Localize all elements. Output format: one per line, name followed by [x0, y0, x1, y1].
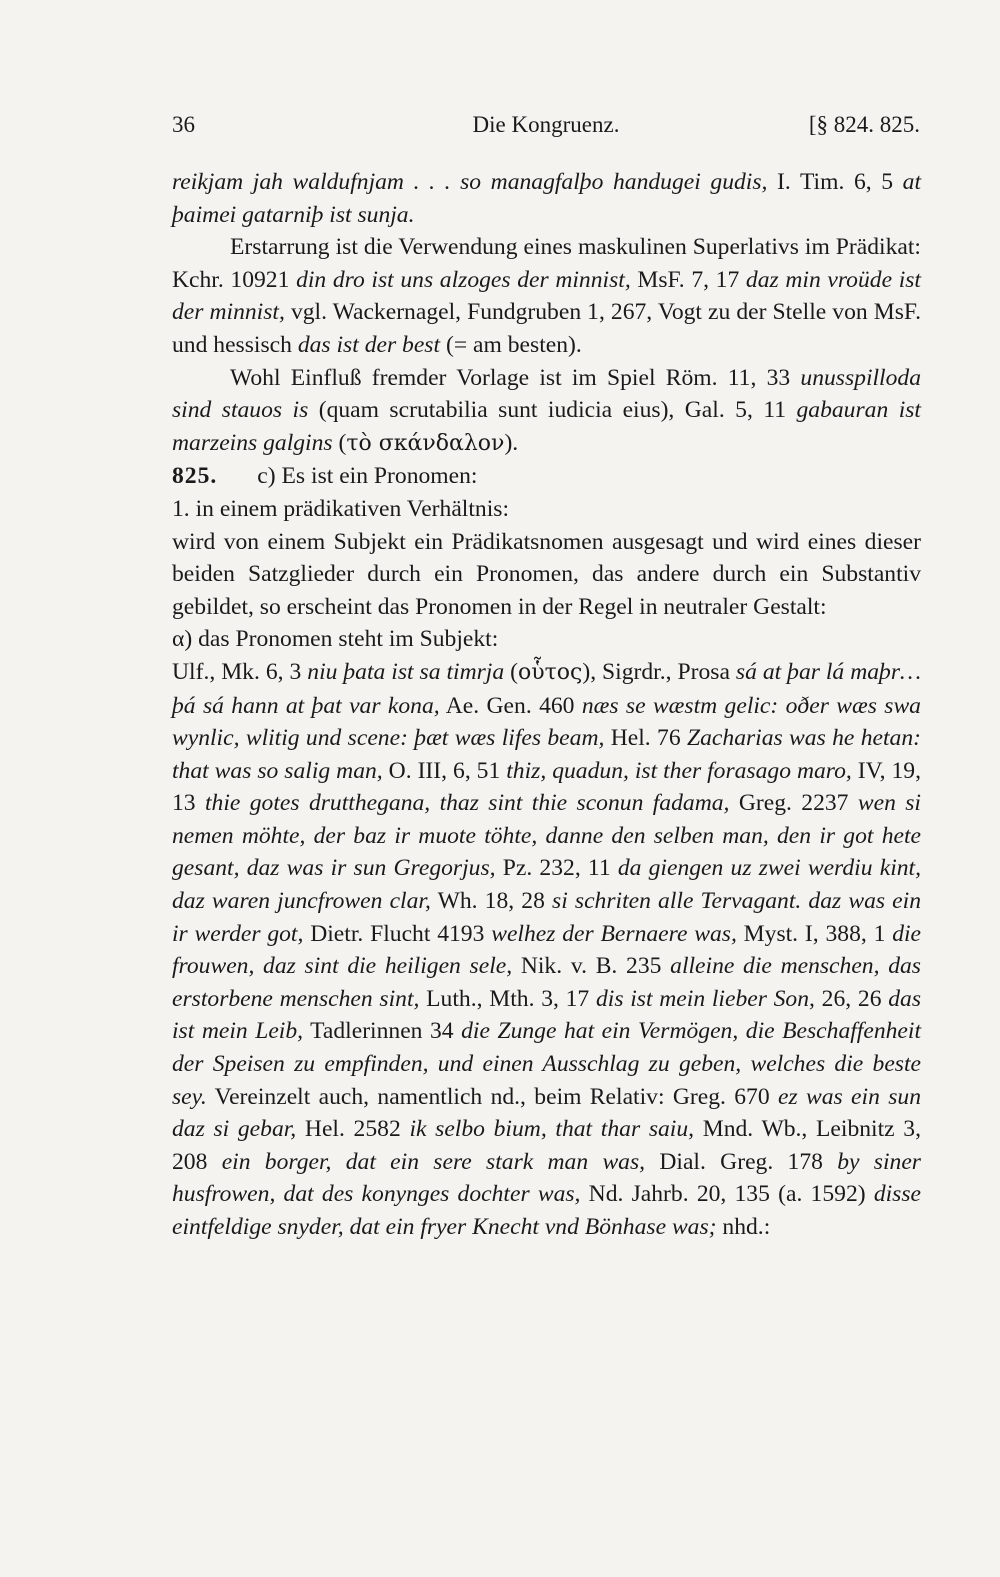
running-title: Die Kongruenz. [472, 112, 620, 137]
paragraph-4: wird von einem Subjekt ein Prädikatsnomen ausgesagt und wird eines dieser beiden Satzglieder durch ein Pronomen, das andere durch ein Substantiv gebildet, so erscheint das Pronomen in der Regel in neutraler Gestalt: [172, 528, 921, 620]
section-825-heading [172, 460, 921, 493]
paragraph-1: reikjam jah waldufnjam . . . so managfalþo handugei gudis, I. Tim. 6, 5 at þaimei gatarniþ ist sunja. [172, 169, 921, 228]
alpha-heading: α) das Pronomen steht im Subjekt: [172, 626, 499, 653]
paragraph-3: Wohl Einfluß fremder Vorlage ist im Spiel Röm. 11, 33 unusspilloda sind stauos is (quam scrutabilia sunt iudicia eius), Gal. 5, 11 gabauran ist marzeins galgins (τὸ σκάνδαλον). [172, 364, 921, 456]
paragraph-5: Ulf., Mk. 6, 3 niu þata ist sa timrja (οὗτος), Sigrdr., Prosa sá at þar lá maþr…þá sá hann at þat var kona, Ae. Gen. 460 næs se wæstm gelic: oðer wæs swa wynlic, wlitig und scene: þæt wæs lifes beam, Hel. 76 Zacharias was he hetan: that was so salig man, O. III, 6, 51 thiz, quadun, ist ther forasago maro, IV, 19, 13 thie gotes drutthegana, thaz sint thie sconun fadama, Greg. 2237 wen si nemen möhte, der baz ir muote töhte, danne den selben man, den ir got hete gesant, daz was ir sun Gregorjus, Pz. 232, 11 da giengen uz zwei werdiu kint, daz waren juncfrowen clar, Wh. 18, 28 si schriten alle Tervagant. daz was ein ir werder got, Dietr. Flucht 4193 welhez der Bernaere was, Myst. I, 388, 1 die frouwen, daz sint die heiligen sele, Nik. v. B. 235 alleine die menschen, das erstorbene menschen sint, Luth., Mth. 3, 17 dis ist mein lieber Son, 26, 26 das ist mein Leib, Tadlerinnen 34 die Zunge hat ein Vermögen, die Beschaffenheit der Speisen zu empfinden, und einen Ausschlag zu geben, welches die beste sey. Vereinzelt auch, namentlich nd., beim Relativ: Greg. 670 ez was ein sun daz si gebar, Hel. 2582 ik selbo bium, that thar saiu, Mnd. Wb., Leibnitz 3, 208 ein borger, dat ein sere stark man was, Dial. Greg. 178 by siner husfrowen, dat des konynges dochter was, Nd. Jahrb. 20, 135 (a. 1592) disse eintfeldige snyder, dat ein fryer Knecht vnd Bönhase was; nhd.: [172, 658, 922, 1240]
section-heading: c) Es ist ein Pronomen: [257, 463, 478, 490]
section-reference: [§ 824. 825. [808, 112, 920, 137]
subheading-1: 1. in einem prädikativen Verhältnis: [172, 495, 510, 522]
section-number: 825. [172, 463, 218, 490]
running-header [172, 112, 920, 142]
paragraph-2: Erstarrung ist die Verwendung eines maskulinen Superlativs im Prädikat: Kchr. 10921 din dro ist uns alzoges der minnist, MsF. 7, 17 daz min vroüde ist der minnist, vgl. Wackernagel, Fundgruben 1, 267, Vogt zu der Stelle von MsF. und hessisch das ist der best (= am besten). [172, 234, 922, 358]
body-text [172, 166, 921, 1244]
page-number: 36 [172, 112, 195, 137]
